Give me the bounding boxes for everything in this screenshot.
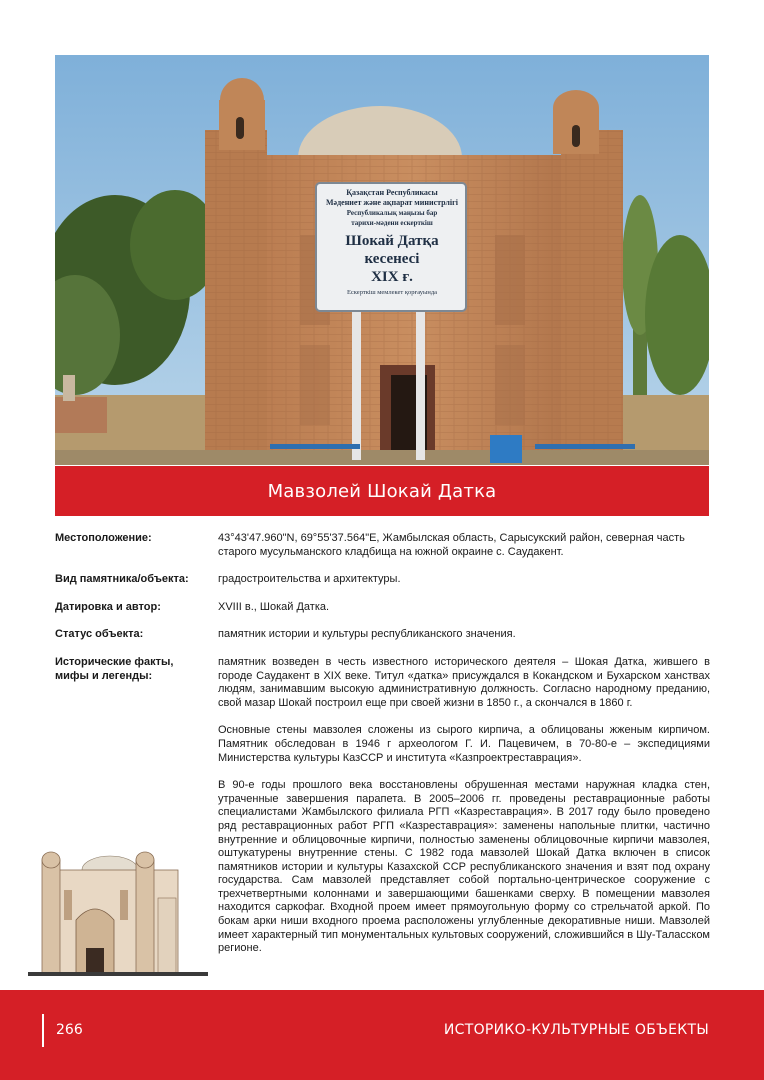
sign-name: XIX ғ.	[371, 269, 413, 285]
page-footer	[0, 990, 764, 1080]
sign-line: тарихи-мәдени ескерткіш	[351, 219, 433, 227]
sign-board	[318, 188, 466, 312]
info-label: Исторические факты, мифы и легенды:	[55, 655, 174, 682]
sign-line: Қазақстан Республикасы	[346, 188, 438, 197]
info-value: памятник истории и культуры республиканского значения.	[218, 628, 516, 641]
page-title: Мавзолей Шокай Датка	[267, 480, 497, 502]
info-value	[218, 656, 710, 956]
mausoleum-photo	[55, 55, 709, 465]
info-label: Статус объекта:	[55, 628, 144, 641]
sign-name: Шокай Датқа	[345, 233, 439, 249]
section-title: ИСТОРИКО-КУЛЬТУРНЫЕ ОБЪЕКТЫ	[443, 1022, 709, 1038]
sketch-illustration	[28, 850, 208, 980]
sign-footer: Ескерткіш мемлекет қорғауында	[346, 289, 438, 296]
info-label: Местоположение:	[55, 532, 152, 544]
location-value: 43°43'47.960"N, 69°55'37.564"E, Жамбылская область, Сарысукский район, северная часть старого мусульманского кладбища на южной окраине с. Саудакент.	[218, 532, 685, 558]
info-label: Вид памятника/объекта:	[55, 573, 189, 586]
page-number: 266	[56, 1022, 83, 1038]
history-paragraph: памятник возведен в честь известного исторического деятеля – Шокая Датка, жившего в городе Саудакент в XIX веке. Титул «датка» присуждался в Кокандском и Бухарском ханствах людям, занимавшим высокую административную должность. Согласно народному преданию, свой мазар Шокай построил еще при своей жизни в 1850 г., а скончался в 1860 г.	[218, 655, 710, 709]
info-row-dating	[55, 601, 710, 615]
info-row-location	[55, 532, 710, 559]
mausoleum-sketch	[28, 850, 208, 980]
sign-line: Мәдениет және ақпарат министрлігі	[326, 198, 458, 207]
info-label: Датировка и автор:	[55, 600, 161, 613]
history-paragraph: В 90-е годы прошлого века восстановлены обрушенная местами наружная кладка стен, утраченные завершения парапета. В 2005–2006 гг. проведены реставрационные работы специалистами Жамбылского филиала РГП «Казреставрация». В 2017 году было проведено ряд реставрационных работ РГП «Казреставрация»: заменены напольные плитки, частично внутренние и облицовочные кирпичи, полностью заменены облицовочные кирпичи мавзолея, оштукатурены внутренние стены. С 1982 года мавзолей Шокай Датка включен в список памятников истории и культуры Казахской ССР республиканского значения и взят под охрану государства. Сам мавзолей представляет собой портально-центрическое сооружение с трехчетвертными колоннами и завершающими башенками сверху. В помещении мавзолея находится саркофаг. Входной проем имеет прямоугольную форму со стрельчатой аркой. По бокам арки ниши входного проема расположены углубленные декоративные ниши. Мавзолей имеет характерный тип монументальных культовых сооружений, сложившийся в Шу-Таласском регионе.	[218, 779, 710, 955]
info-value: XVIII в., Шокай Датка.	[218, 600, 330, 613]
title-band	[55, 466, 709, 516]
sign-line: Республикалық маңызы бар	[346, 209, 438, 217]
info-row-type	[55, 573, 710, 587]
footer-divider	[42, 1014, 44, 1047]
info-row-status	[55, 628, 710, 642]
history-paragraph: Основные стены мавзолея сложены из сырого кирпича, а облицованы жженым кирпичом. Памятник обследован в 1946 г археологом Г. И. Пацевичем, в 70-80-е – экспедициями Министерства культуры КазССР и института «Казпроектреставрация».	[218, 724, 710, 764]
info-value	[218, 532, 710, 559]
sign-name: кесенесі	[364, 251, 420, 267]
info-value: градостроительства и архитектуры.	[218, 573, 401, 586]
